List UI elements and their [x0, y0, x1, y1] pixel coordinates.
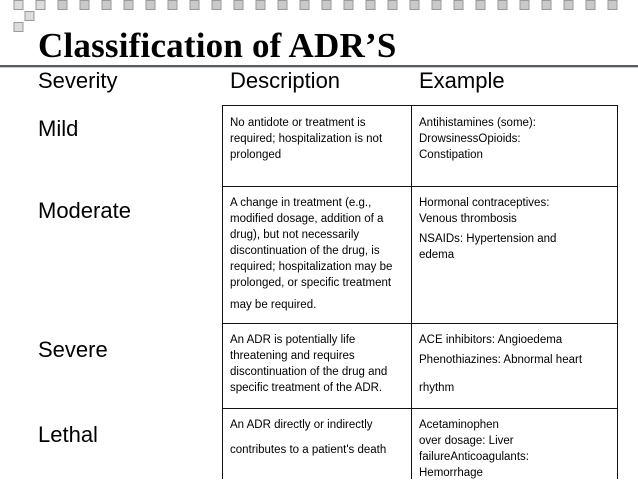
severity-mild: Mild	[38, 116, 79, 141]
example-line: ACE inhibitors: Angioedema	[419, 334, 563, 346]
description-line: threatening and requires	[230, 350, 355, 362]
example-severe	[419, 332, 609, 396]
description-lethal	[230, 417, 408, 458]
description-line: prolonged	[230, 149, 282, 161]
description-line: A change in treatment (e.g.,	[230, 197, 372, 209]
column-divider	[222, 105, 223, 479]
example-line: over dosage: Liver	[419, 435, 514, 447]
example-line: edema	[419, 249, 455, 261]
example-line: Venous thrombosis	[419, 213, 517, 225]
severity-lethal: Lethal	[38, 422, 98, 447]
severity-moderate: Moderate	[38, 198, 131, 223]
description-line: required; hospitalization is not	[230, 133, 383, 145]
description-line: prolonged, or specific treatment	[230, 277, 392, 289]
column-divider	[411, 105, 412, 479]
column-header-example: Example	[419, 68, 505, 93]
description-line: No antidote or treatment is	[230, 117, 366, 129]
row-divider	[222, 323, 617, 324]
description-line: required; hospitalization may be	[230, 261, 393, 273]
description-line: drug), but not necessarily	[230, 229, 360, 241]
slide-title: Classification of ADR’S	[38, 26, 397, 65]
description-line: discontinuation of the drug, is	[230, 245, 380, 257]
example-moderate	[419, 195, 609, 263]
example-lethal	[419, 417, 609, 481]
example-line: Phenothiazines: Abnormal heart	[419, 354, 583, 366]
column-divider	[617, 105, 618, 479]
severity-severe: Severe	[38, 337, 108, 362]
description-line: specific treatment of the ADR.	[230, 382, 383, 394]
row-divider	[222, 186, 617, 187]
description-mild	[230, 115, 408, 163]
row-divider	[222, 408, 617, 409]
description-line: may be required.	[230, 299, 317, 311]
example-line: Hemorrhage	[419, 467, 483, 479]
example-line: failureAnticoagulants:	[419, 451, 529, 463]
example-line: Constipation	[419, 149, 483, 161]
description-moderate	[230, 195, 408, 313]
example-line: Antihistamines (some):	[419, 117, 536, 129]
description-line: An ADR is potentially life	[230, 334, 356, 346]
example-line: rhythm	[419, 382, 455, 394]
row-divider	[222, 105, 617, 106]
example-line: NSAIDs: Hypertension and	[419, 233, 557, 245]
example-mild	[419, 115, 609, 163]
column-header-severity: Severity	[38, 68, 118, 93]
description-line: discontinuation of the drug and	[230, 366, 388, 378]
description-line: contributes to a patient's death	[230, 444, 387, 456]
column-header-description: Description	[230, 68, 341, 93]
example-line: Hormonal contraceptives:	[419, 197, 550, 209]
example-line: DrowsinessOpioids:	[419, 133, 521, 145]
description-line: An ADR directly or indirectly	[230, 419, 373, 431]
description-line: modified dosage, addition of a	[230, 213, 384, 225]
description-severe	[230, 332, 408, 396]
example-line: Acetaminophen	[419, 419, 499, 431]
